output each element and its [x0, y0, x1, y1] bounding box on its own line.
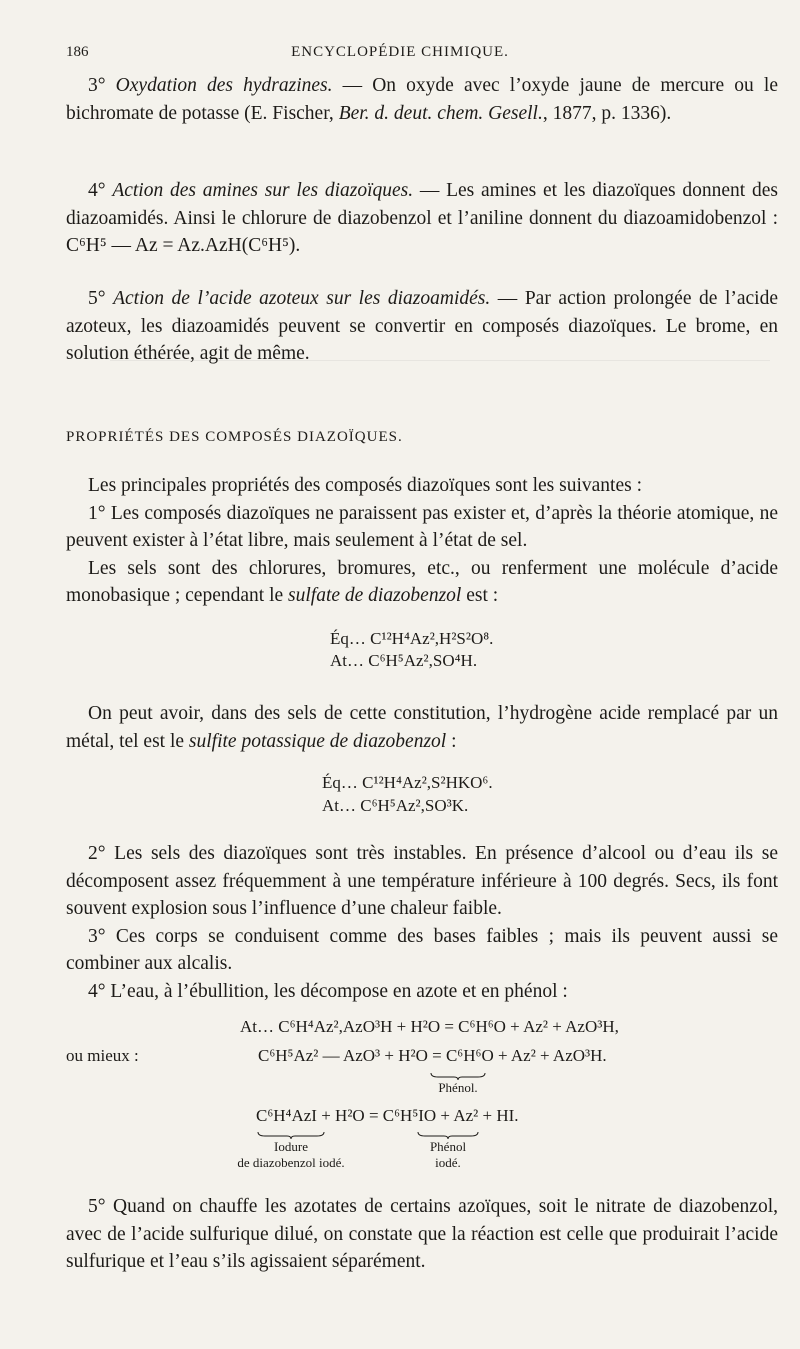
formula-sulfate-eq: Éq… C¹²H⁴Az²,H²S²O⁸.: [330, 629, 494, 648]
paragraph-2: 2° Les sels des diazoïques sont très instables. En présence d’alcool ou d’eau ils se décomposent assez fréquemment à une température inférieure à 100 degrés. Secs, ils font souvent explosion sous l’influence d’une chaleur faible.: [66, 843, 778, 920]
paragraph-oxydation: 3° Oxydation des hydrazines. — On oxyde avec l’oxyde jaune de mercure ou le bichromate de potasse (E. Fischer, Ber. d. deut. chem. Gesell., 1877, p. 1336).: [66, 75, 778, 124]
section-heading-wrap: [66, 424, 778, 452]
underbrace-phenol: [430, 1072, 486, 1080]
paragraph-3: 3° Ces corps se conduisent comme des bases faibles ; mais ils peuvent aussi se combiner aux alcalis.: [66, 925, 778, 975]
paragraph-acide-azoteux: 5° Action de l’acide azoteux sur les diazoamidés. — Par action prolongée de l’acide azoteux, les diazoamidés peuvent se convertir en composés diazoïques. Le brome, en solution éthérée, agit de même.: [66, 288, 779, 365]
reaction-3: C⁶H⁴AzI + H²O = C⁶H⁵IO + Az² + HI.: [256, 1106, 519, 1125]
text-block-amines: [66, 177, 778, 260]
paragraph-amines: 4° Action des amines sur les diazoïques. — Les amines et les diazoïques donnent des diazoamidés. Ainsi le chlorure de diazobenzol et l’aniline donnent du diazoamidobenzol : C⁶H⁵ — Az = Az.AzH(C⁶H⁵).: [66, 180, 778, 257]
paragraph-title: Action des amines sur les diazoïques.: [112, 180, 414, 201]
brace-label-phenol-iode: Phénol iodé.: [429, 1139, 467, 1170]
reference-title: Ber. d. deut. chem. Gesell.: [338, 102, 543, 124]
paragraph-4: 4° L’eau, à l’ébullition, les décompose en azote et en phénol :: [88, 980, 568, 1002]
text-block-azotates: [66, 1193, 778, 1276]
formula-sulfite-at: At… C⁶H⁵Az²,SO³K.: [322, 796, 469, 815]
brace-label-iodure: Iodure de diazobenzol iodé.: [237, 1139, 345, 1170]
text-block-instables: [66, 840, 778, 1006]
text-block-top: [66, 72, 778, 127]
page-number: 186: [66, 44, 89, 60]
paragraph-intro: Les principales propriétés des composés diazoïques sont les suivantes :: [88, 475, 642, 496]
paragraph-title: Oxydation des hydrazines.: [115, 75, 333, 96]
compound-name: sulfate de diazobenzol: [288, 585, 462, 607]
section-heading: PROPRIÉTÉS DES COMPOSÉS DIAZOÏQUES.: [66, 429, 403, 445]
text-block-sulfite: [66, 700, 778, 755]
reaction-1: At… C⁶H⁴Az²,AzO³H + H²O = C⁶H⁶O + Az² + AzO³H,: [240, 1017, 619, 1036]
running-title: ENCYCLOPÉDIE CHIMIQUE.: [291, 44, 509, 60]
compound-name: sulfite potassique de diazobenzol: [188, 730, 447, 752]
running-header: [66, 44, 734, 64]
underbrace-phenol-iode: [417, 1131, 479, 1139]
formula-sulfate-at: At… C⁶H⁵Az²,SO⁴H.: [330, 651, 478, 670]
paragraph-title: Action de l’acide azoteux sur les diazoamidés.: [113, 288, 491, 309]
formula-sulfite-eq: Éq… C¹²H⁴Az²,S²HKO⁶.: [322, 773, 493, 792]
paragraph-1: 1° Les composés diazoïques ne paraissent pas exister et, d’après la théorie atomique, ne peuvent exister à l’état libre, mais seulement à l’état de sel.: [66, 502, 778, 552]
paragraph-sulfite: On peut avoir, dans des sels de cette constitution, l’hydrogène acide remplacé par un métal, tel est le sulfite potassique de diazobenzol :: [66, 703, 778, 752]
text-block-acide-azoteux: [66, 285, 778, 368]
underbrace-iodure: [257, 1131, 325, 1139]
reaction-2: C⁶H⁵Az² — AzO³ + H²O = C⁶H⁶O + Az² + AzO³H.: [258, 1046, 607, 1065]
brace-label-phenol: Phénol.: [438, 1080, 478, 1095]
reaction-2-label: ou mieux :: [66, 1046, 139, 1065]
paragraph-sels: Les sels sont des chlorures, bromures, etc., ou renferment une molécule d’acide monobasique ; cependant le sulfate de diazobenzol est :: [66, 557, 778, 607]
text-block-proprietes: [66, 472, 778, 610]
paragraph-5: 5° Quand on chauffe les azotates de certains azoïques, soit le nitrate de diazobenzol, avec de l’acide sulfurique dilué, on constate que la réaction est celle que produirait l’acide sulfurique et l’eau s’ils agissaient séparément.: [66, 1196, 778, 1273]
